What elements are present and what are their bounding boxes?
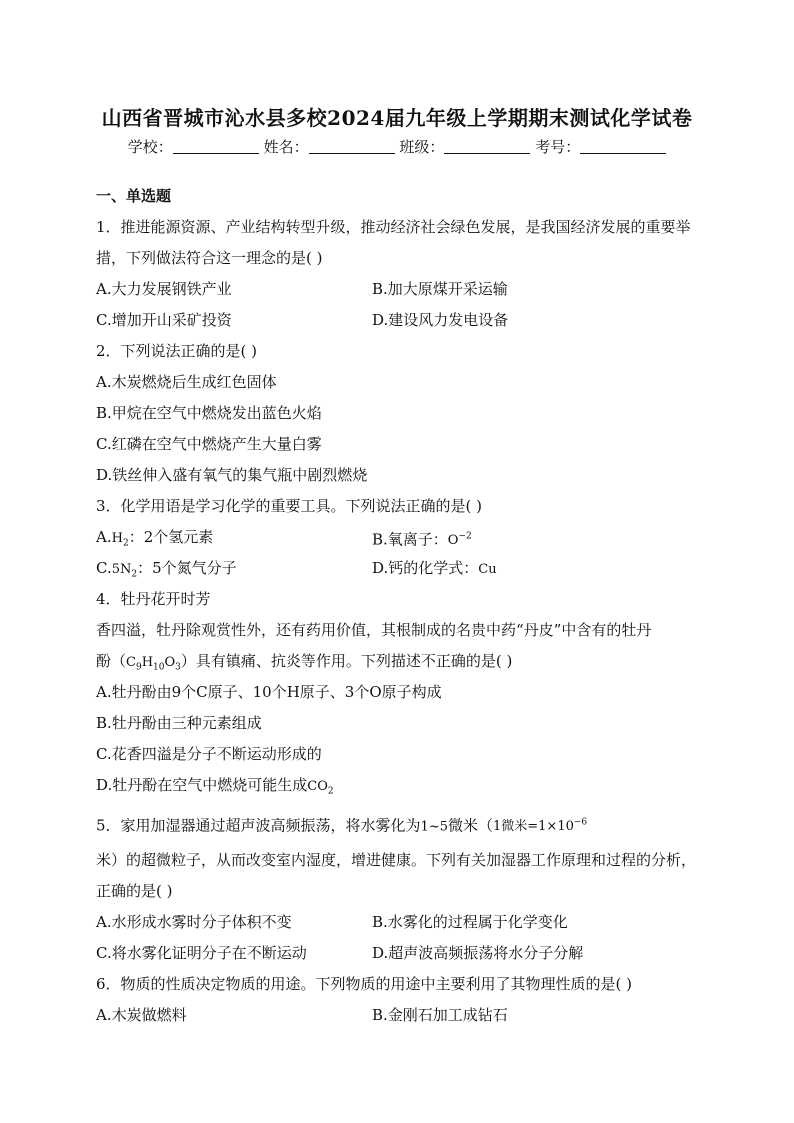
q3-option-b xyxy=(372,522,472,553)
q2-option-c: C.红磷在空气中燃烧产生大量白雾 xyxy=(96,435,322,453)
f-o: O xyxy=(164,655,176,670)
question-list xyxy=(96,181,702,1031)
q1-option-c: C.增加开山采矿投资 xyxy=(96,311,232,329)
q3-c-text: ：5个氮气分子 xyxy=(137,559,237,577)
q1-option-d: D.建设风力发电设备 xyxy=(372,311,509,329)
f-o-n: 3 xyxy=(175,662,181,673)
question-4-stem: 4．牡丹花开时芳 xyxy=(96,590,211,608)
f-c: C xyxy=(126,655,136,670)
q2-option-d: D.铁丝伸入盛有氧气的集气瓶中剧烈燃烧 xyxy=(96,466,368,484)
q4-option-b: B.牡丹酚由三种元素组成 xyxy=(96,714,262,732)
question-5-options-row-1 xyxy=(96,907,702,938)
q4-d-subscript: 2 xyxy=(327,786,334,797)
q4-option-d xyxy=(96,770,702,801)
question-2-stem: 2．下列说法正确的是( ) xyxy=(96,342,258,360)
q5-range: 1~5 xyxy=(420,819,448,835)
q3-a-subscript: 2 xyxy=(122,538,129,549)
q3-a-text: ：2个氢元素 xyxy=(128,528,214,546)
class-blank[interactable] xyxy=(444,139,530,154)
question-3-options-row-1 xyxy=(96,522,702,553)
question-1-options-row-2 xyxy=(96,305,702,336)
q5-option-b: B.水雾化的过程属于化学变化 xyxy=(372,913,568,931)
q5-stem-2: 微米（ xyxy=(447,816,493,835)
exam-number-label: 考号： xyxy=(535,138,581,156)
q6-option-b: B.金刚石加工成钻石 xyxy=(372,1006,508,1024)
f-c-n: 9 xyxy=(135,662,142,673)
f-h-n: 10 xyxy=(153,662,165,673)
q5-equation xyxy=(493,819,587,834)
question-6-stem: 6．物质的性质决定物质的用途。下列物质的用途中主要利用了其物理性质的是( ) xyxy=(96,975,633,993)
q4-option-c: C.花香四溢是分子不断运动形成的 xyxy=(96,745,322,763)
q6-option-a: A.木炭做燃料 xyxy=(96,1006,187,1024)
question-5-stem-line-1 xyxy=(96,801,702,845)
page-title: 山西省晋城市沁水县多校2024届九年级上学期期末测试化学试卷 xyxy=(101,106,693,130)
q3-option-d xyxy=(372,553,497,584)
q3-a-prefix: A. xyxy=(96,528,112,546)
question-1-options-row-1 xyxy=(96,274,702,305)
f-h: H xyxy=(141,655,154,670)
q4-d-symbol: CO xyxy=(307,779,328,794)
question-5-stem-continued: 米）的超微粒子，从而改变室内湿度，增进健康。下列有关加湿器工作原理和过程的分析，正确的是( ) xyxy=(96,851,697,900)
q3-b-formula xyxy=(448,533,472,548)
q3-b-text: B.氧离子： xyxy=(372,530,448,549)
question-1-stem: 1．推进能源资源、产业结构转型升级，推动经济社会绿色发展，是我国经济发展的重要举措，下列做法符合这一理念的是( ) xyxy=(96,218,691,267)
exam-number-blank[interactable] xyxy=(580,139,666,154)
student-info-row xyxy=(0,136,794,157)
q1-option-b: B.加大原煤开采运输 xyxy=(372,280,508,298)
class-label: 班级： xyxy=(399,138,445,156)
q2-option-a: A.木炭燃烧后生成红色固体 xyxy=(96,373,277,391)
q5-option-d: D.超声波高频振荡将水分子分解 xyxy=(372,944,584,962)
q3-option-c xyxy=(96,553,372,584)
question-3-stem: 3．化学用语是学习化学的重要工具。下列说法正确的是( ) xyxy=(96,497,483,515)
q5-stem-1: 5．家用加湿器通过超声波高频振荡，将水雾化为 xyxy=(96,816,421,835)
q4-body-line-2 xyxy=(96,646,702,677)
q5-eq: 1微米=1×10 xyxy=(493,819,574,835)
q1-option-a: A.大力发展钢铁产业 xyxy=(96,280,232,298)
q3-c-prefix: C. xyxy=(96,559,112,577)
question-6-options-row-1 xyxy=(96,1000,702,1031)
name-label: 姓名： xyxy=(263,138,309,156)
section-heading: 一、单选题 xyxy=(96,187,172,205)
q4-d-formula xyxy=(307,779,334,797)
q3-c-subscript: 2 xyxy=(131,569,138,580)
q5-option-c: C.将水雾化证明分子在不断运动 xyxy=(96,944,307,962)
school-blank[interactable] xyxy=(173,139,259,154)
q4-body-2a: 酚（ xyxy=(96,652,127,670)
paeonol-formula xyxy=(126,655,181,673)
q4-option-a: A.牡丹酚由9个C原子、10个H原子、3个O原子构成 xyxy=(96,683,442,701)
question-3-options-row-2 xyxy=(96,553,702,584)
q4-body-line-1: 香四溢，牡丹除观赏性外，还有药用价值，其根制成的名贵中药“丹皮”中含有的牡丹 xyxy=(96,621,652,639)
q3-c-formula xyxy=(111,562,138,580)
question-5-options-row-2 xyxy=(96,938,702,969)
q4-body-2b: ）具有镇痛、抗炎等作用。下列描述不正确的是( ) xyxy=(180,652,513,670)
q4-d-text: D.牡丹酚在空气中燃烧可能生成 xyxy=(96,776,308,794)
q3-d-text: D.钙的化学式： xyxy=(372,559,479,577)
q5-exp: −6 xyxy=(573,818,588,828)
name-blank[interactable] xyxy=(309,139,395,154)
q3-d-formula: Cu xyxy=(478,562,497,577)
q2-option-b: B.甲烷在空气中燃烧发出蓝色火焰 xyxy=(96,404,322,422)
q3-a-symbol: H xyxy=(111,531,123,546)
q5-option-a: A.水形成水雾时分子体积不变 xyxy=(96,913,292,931)
q3-b-superscript: −2 xyxy=(458,532,472,542)
school-label: 学校： xyxy=(127,138,173,156)
q3-c-symbol: 5N xyxy=(111,562,132,577)
q3-a-formula xyxy=(111,531,129,549)
q3-option-a xyxy=(96,522,372,553)
q3-b-symbol: O xyxy=(447,533,459,549)
